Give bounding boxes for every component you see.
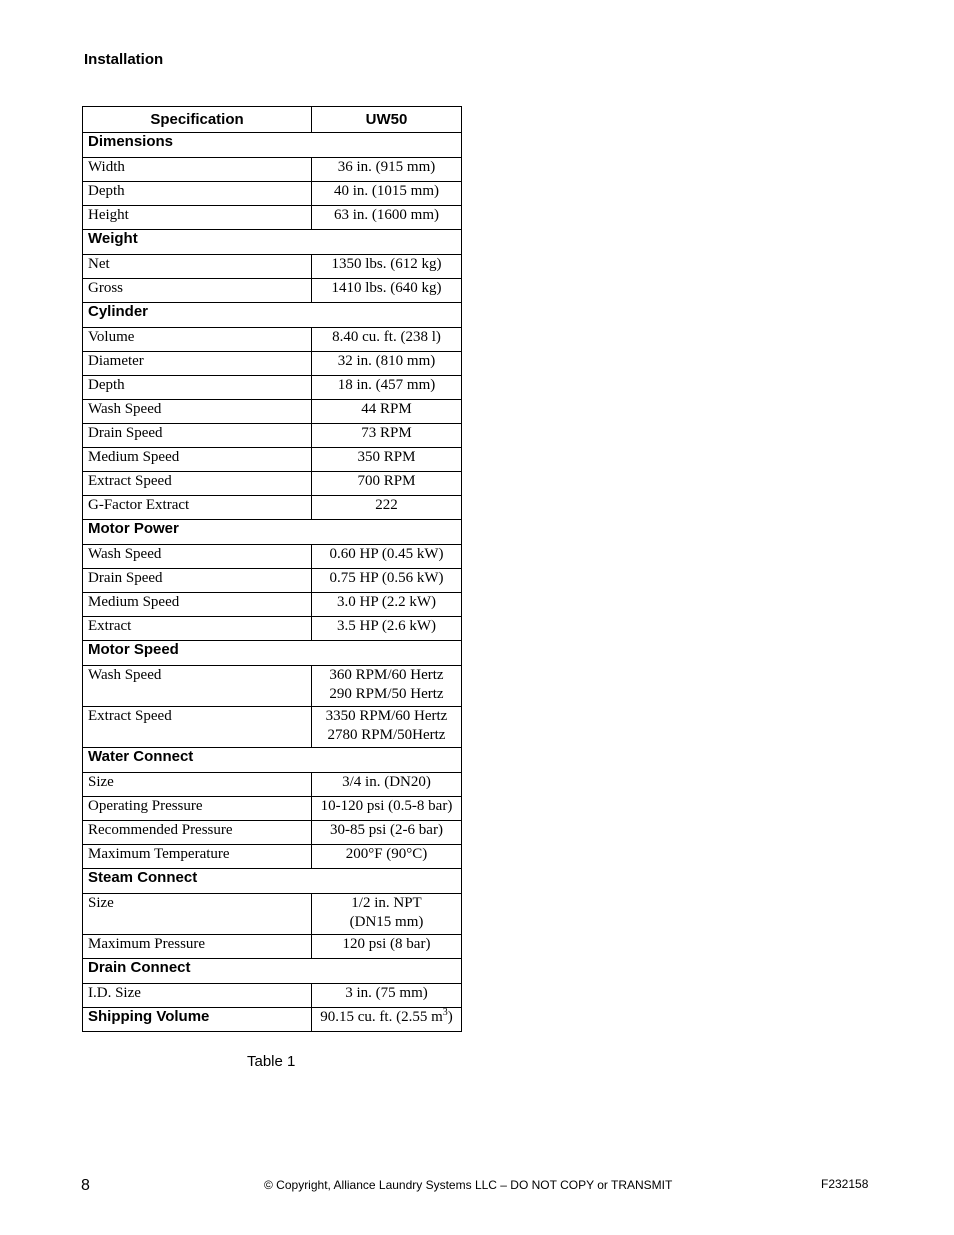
spec-value [312, 797, 462, 821]
spec-value [312, 376, 462, 400]
spec-label: Operating Pressure [83, 797, 312, 821]
spec-label: I.D. Size [83, 984, 312, 1008]
spec-value-line: 3/4 in. (DN20) [342, 774, 431, 790]
section-header-row [83, 641, 462, 666]
spec-label: Medium Speed [83, 448, 312, 472]
spec-value-line: 40 in. (1015 mm) [334, 183, 439, 199]
column-header-model: UW50 [312, 107, 462, 133]
table-row [83, 666, 462, 707]
spec-value-line: 350 RPM [357, 449, 416, 465]
spec-label: Diameter [83, 352, 312, 376]
spec-value [312, 617, 462, 641]
spec-value [312, 845, 462, 869]
section-title: Motor Speed [83, 641, 462, 666]
spec-value [312, 593, 462, 617]
table-row [83, 328, 462, 352]
spec-label: Maximum Pressure [83, 935, 312, 959]
table-header-row [83, 107, 462, 133]
spec-label: Extract [83, 617, 312, 641]
shipping-volume-value [312, 1008, 462, 1032]
section-title: Installation [84, 51, 164, 68]
section-title: Steam Connect [83, 869, 462, 894]
spec-value-line: 360 RPM/60 Hertz [329, 667, 444, 683]
table-caption: Table 1 [247, 1053, 296, 1070]
spec-value-line: 3350 RPM/60 Hertz [325, 708, 448, 724]
spec-value [312, 569, 462, 593]
spec-value-line: 200°F (90°C) [345, 846, 428, 862]
table-row [83, 279, 462, 303]
spec-label: Height [83, 206, 312, 230]
table-row [83, 496, 462, 520]
spec-value-line: 10-120 psi (0.5-8 bar) [320, 798, 453, 814]
spec-value [312, 984, 462, 1008]
spec-label: Width [83, 158, 312, 182]
table-row [83, 894, 462, 935]
spec-label: Net [83, 255, 312, 279]
spec-value [312, 352, 462, 376]
spec-value [312, 424, 462, 448]
section-header-row [83, 748, 462, 773]
page-number: 8 [81, 1177, 90, 1194]
table-row [83, 352, 462, 376]
spec-value-line: 30-85 psi (2-6 bar) [330, 822, 443, 838]
spec-label: Extract Speed [83, 472, 312, 496]
spec-value-line: 3.5 HP (2.6 kW) [336, 618, 437, 634]
spec-label: Wash Speed [83, 545, 312, 569]
table-row [83, 707, 462, 748]
table-body [83, 133, 462, 1008]
table-row [83, 569, 462, 593]
spec-value [312, 400, 462, 424]
spec-value [312, 666, 462, 707]
spec-label: Wash Speed [83, 400, 312, 424]
section-header-row [83, 869, 462, 894]
spec-label: Depth [83, 182, 312, 206]
column-header-specification: Specification [83, 107, 312, 133]
spec-value-line: 63 in. (1600 mm) [334, 207, 439, 223]
spec-label: Volume [83, 328, 312, 352]
spec-label: Size [83, 773, 312, 797]
spec-value [312, 773, 462, 797]
table-row [83, 472, 462, 496]
spec-label: Depth [83, 376, 312, 400]
section-title: Drain Connect [83, 959, 462, 984]
spec-value-line: 290 RPM/50 Hertz [329, 686, 444, 702]
spec-label: Size [83, 894, 312, 935]
spec-value [312, 448, 462, 472]
spec-value-line: 1350 lbs. (612 kg) [331, 256, 442, 272]
table-row [83, 376, 462, 400]
spec-label: Drain Speed [83, 569, 312, 593]
spec-value [312, 158, 462, 182]
section-header-row [83, 133, 462, 158]
table-row [83, 182, 462, 206]
section-title: Motor Power [83, 520, 462, 545]
table-row [83, 593, 462, 617]
shipping-volume-number: 90.15 cu. ft. (2.55 m [320, 1009, 443, 1025]
spec-value-line: 222 [375, 497, 398, 513]
table-row [83, 845, 462, 869]
section-title: Dimensions [83, 133, 462, 158]
spec-value [312, 472, 462, 496]
table-row [83, 255, 462, 279]
table-row [83, 545, 462, 569]
spec-value [312, 255, 462, 279]
table-row [83, 821, 462, 845]
spec-label: G-Factor Extract [83, 496, 312, 520]
spec-value-line: 18 in. (457 mm) [337, 377, 436, 393]
spec-value [312, 545, 462, 569]
spec-value-line: 73 RPM [361, 425, 412, 441]
spec-value-line: 0.60 HP (0.45 kW) [329, 546, 444, 562]
spec-value-line: 1410 lbs. (640 kg) [331, 280, 442, 296]
shipping-volume-superscript: 3 [442, 1007, 448, 1018]
spec-value [312, 707, 462, 748]
table-row [83, 158, 462, 182]
spec-value [312, 821, 462, 845]
spec-label: Gross [83, 279, 312, 303]
copyright-notice: © Copyright, Alliance Laundry Systems LLC – DO NOT COPY or TRANSMIT [264, 1178, 673, 1192]
section-title: Cylinder [83, 303, 462, 328]
spec-value [312, 935, 462, 959]
spec-value-line: 3 in. (75 mm) [345, 985, 428, 1001]
spec-value-line: 120 psi (8 bar) [342, 936, 431, 952]
spec-value-line: 1/2 in. NPT [351, 895, 422, 911]
section-title: Water Connect [83, 748, 462, 773]
table-row [83, 935, 462, 959]
spec-value-line: 0.75 HP (0.56 kW) [329, 570, 444, 586]
table-row [83, 400, 462, 424]
table-row [83, 448, 462, 472]
shipping-volume-close: ) [447, 1009, 453, 1025]
spec-value-line: (DN15 mm) [349, 914, 424, 930]
section-header-row [83, 303, 462, 328]
spec-value [312, 328, 462, 352]
table-row [83, 424, 462, 448]
table-row [83, 773, 462, 797]
spec-value-line: 2780 RPM/50Hertz [327, 727, 446, 743]
spec-value-line: 32 in. (810 mm) [337, 353, 436, 369]
section-header-row [83, 230, 462, 255]
spec-value [312, 279, 462, 303]
spec-value [312, 496, 462, 520]
table-row [83, 206, 462, 230]
spec-value-line: 36 in. (915 mm) [337, 159, 436, 175]
spec-value-line: 700 RPM [357, 473, 416, 489]
spec-label: Extract Speed [83, 707, 312, 748]
spec-label: Maximum Temperature [83, 845, 312, 869]
section-header-row [83, 520, 462, 545]
spec-label: Drain Speed [83, 424, 312, 448]
spec-value-line: 8.40 cu. ft. (238 l) [332, 329, 441, 345]
spec-value-line: 44 RPM [361, 401, 412, 417]
table-row-shipping-volume [83, 1008, 462, 1032]
spec-label: Medium Speed [83, 593, 312, 617]
spec-label: Recommended Pressure [83, 821, 312, 845]
document-id: F232158 [821, 1177, 869, 1191]
table-row [83, 617, 462, 641]
table-row [83, 984, 462, 1008]
table-row [83, 797, 462, 821]
spec-value [312, 206, 462, 230]
section-title: Weight [83, 230, 462, 255]
spec-value [312, 894, 462, 935]
specification-table [82, 106, 462, 1032]
section-header-row [83, 959, 462, 984]
shipping-volume-label: Shipping Volume [83, 1008, 312, 1032]
spec-value-line: 3.0 HP (2.2 kW) [336, 594, 437, 610]
spec-value [312, 182, 462, 206]
spec-label: Wash Speed [83, 666, 312, 707]
